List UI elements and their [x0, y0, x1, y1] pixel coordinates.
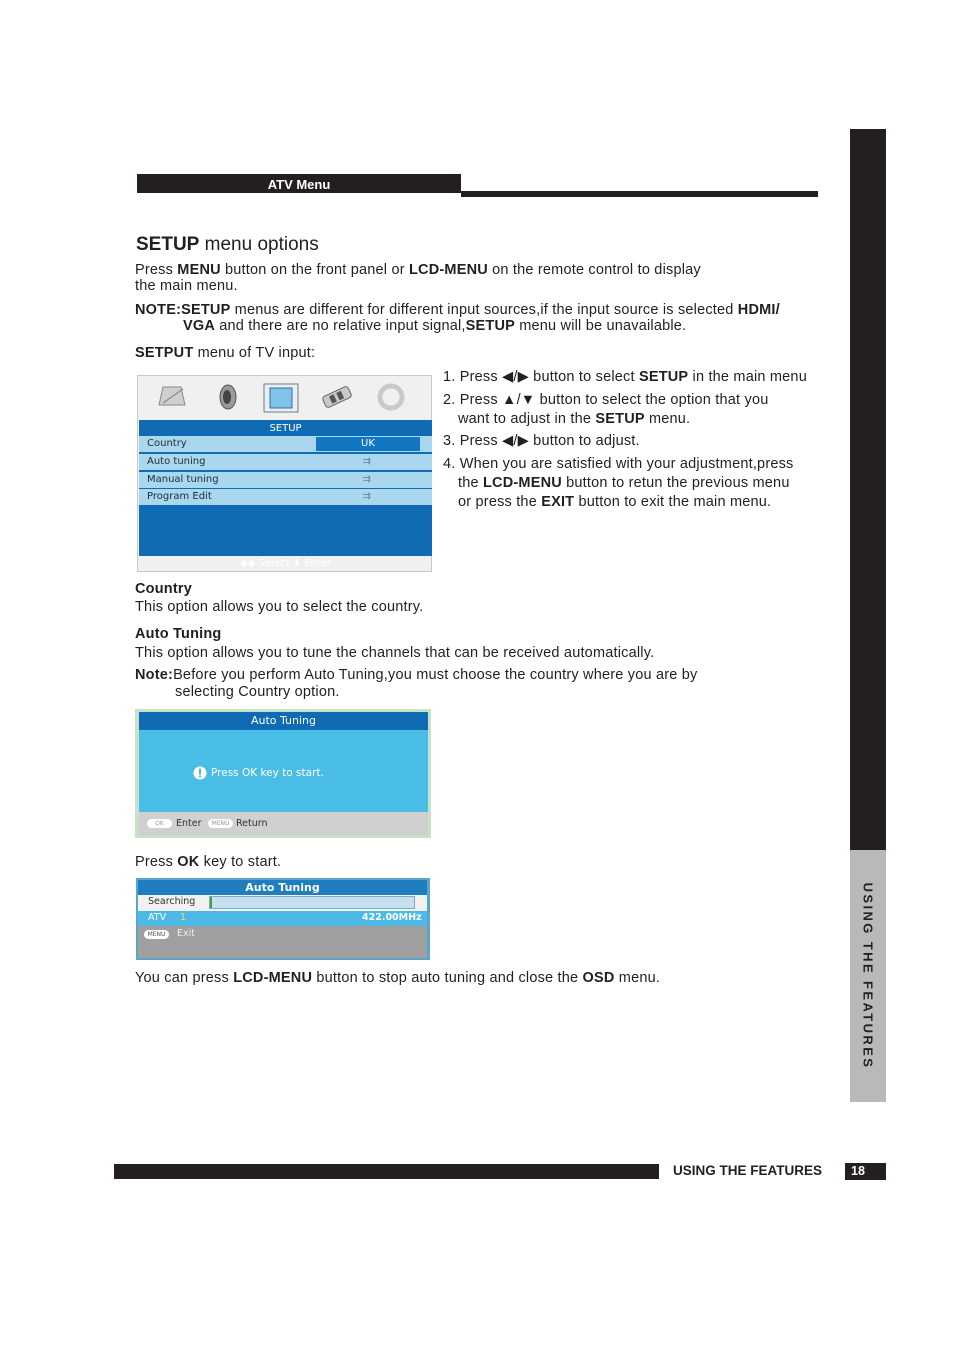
setup-row-country[interactable]: Country: [139, 436, 432, 452]
up-down-arrow-icon: ▲/▼: [502, 392, 536, 408]
atv-label: ATV: [148, 912, 167, 923]
menu-key-badge: MENU: [144, 930, 169, 939]
setup-menu-footer: ◆◆ Select ⬇ Enter: [239, 558, 332, 569]
left-right-icon: ◆◆: [239, 558, 256, 569]
setup-icon: [263, 383, 299, 413]
country-heading: Country: [135, 581, 192, 597]
info-icon: [193, 766, 207, 780]
intro-line1: Press MENU button on the front panel or LCD-MENU on the remote control to display: [135, 262, 701, 278]
page-title: SETUP menu options: [136, 234, 319, 255]
enter-arrow-icon: ⇉: [362, 491, 371, 502]
step-1: 1. Press ◀/▶ button to select SETUP in the main menu: [443, 369, 807, 385]
setput-caption: SETPUT menu of TV input:: [135, 345, 316, 361]
channel-icon: [377, 383, 405, 411]
ok-key-badge: OK: [147, 819, 172, 828]
header-rule: [461, 191, 818, 197]
step-2: 2. Press ▲/▼ button to select the option that you: [443, 392, 769, 408]
auto-tuning-note: Note:Before you perform Auto Tuning,you must choose the country where you are by: [135, 667, 698, 683]
setup-row-auto-tuning[interactable]: Auto tuning ⇉: [139, 454, 432, 470]
page-number: 18: [845, 1163, 886, 1180]
auto-tuning-message: Press OK key to start.: [211, 767, 324, 779]
footer-bar: [114, 1164, 659, 1179]
lock-icon: [320, 383, 354, 411]
auto-tuning-text: This option allows you to tune the channels that can be received automatically.: [135, 645, 655, 661]
side-tab-dark: [850, 129, 886, 850]
intro-line2: the main menu.: [135, 278, 238, 294]
country-text: This option allows you to select the country.: [135, 599, 424, 615]
searching-progress-fill: [210, 897, 212, 908]
step-4-cont2: or press the EXIT button to exit the main menu.: [458, 494, 772, 510]
return-label: Return: [236, 818, 268, 829]
picture-icon: [157, 383, 189, 409]
searching-title: Auto Tuning: [138, 880, 427, 895]
setup-row-program-edit[interactable]: Program Edit ⇉: [139, 489, 432, 505]
auto-tuning-note-cont: selecting Country option.: [175, 684, 340, 700]
side-tab-label: USING THE FEATURES: [860, 882, 876, 1070]
note-line2: VGA and there are no relative input signal,SETUP menu will be unavailable.: [183, 318, 687, 334]
exit-label: Exit: [177, 928, 195, 939]
auto-tuning-heading: Auto Tuning: [135, 626, 222, 642]
footer-label: USING THE FEATURES: [673, 1163, 823, 1178]
closing-text: You can press LCD-MENU button to stop auto tuning and close the OSD menu.: [135, 970, 661, 986]
enter-label: Enter: [176, 818, 202, 829]
searching-label: Searching: [148, 896, 196, 907]
setup-row-manual-tuning[interactable]: Manual tuning ⇉: [139, 472, 432, 488]
down-arrow-icon: ⬇: [292, 558, 301, 569]
enter-arrow-icon: ⇉: [362, 474, 371, 485]
auto-tuning-title: Auto Tuning: [139, 712, 428, 730]
left-right-arrow-icon: ◀/▶: [502, 369, 529, 385]
sound-icon: [214, 383, 242, 411]
searching-progress-bar: [209, 896, 415, 909]
left-right-arrow-icon: ◀/▶: [502, 433, 529, 449]
note-line1: NOTE:SETUP menus are different for different input sources,if the input source is selected HDMI/: [135, 302, 780, 318]
section-title: ATV Menu: [267, 177, 331, 192]
press-ok-text: Press OK key to start.: [135, 854, 282, 870]
step-4: 4. When you are satisfied with your adjustment,press: [443, 456, 794, 472]
country-value[interactable]: UK: [316, 437, 420, 451]
step-4-cont1: the LCD-MENU button to retun the previous menu: [458, 475, 790, 491]
frequency-value: 422.00MHz: [362, 912, 422, 923]
setup-menu-title: SETUP: [269, 423, 302, 434]
step-3: 3. Press ◀/▶ button to adjust.: [443, 433, 640, 449]
channel-number: 1: [180, 912, 187, 923]
enter-arrow-icon: ⇉: [362, 456, 371, 467]
menu-key-badge: MENU: [208, 819, 233, 828]
step-2-cont: want to adjust in the SETUP menu.: [458, 411, 691, 427]
